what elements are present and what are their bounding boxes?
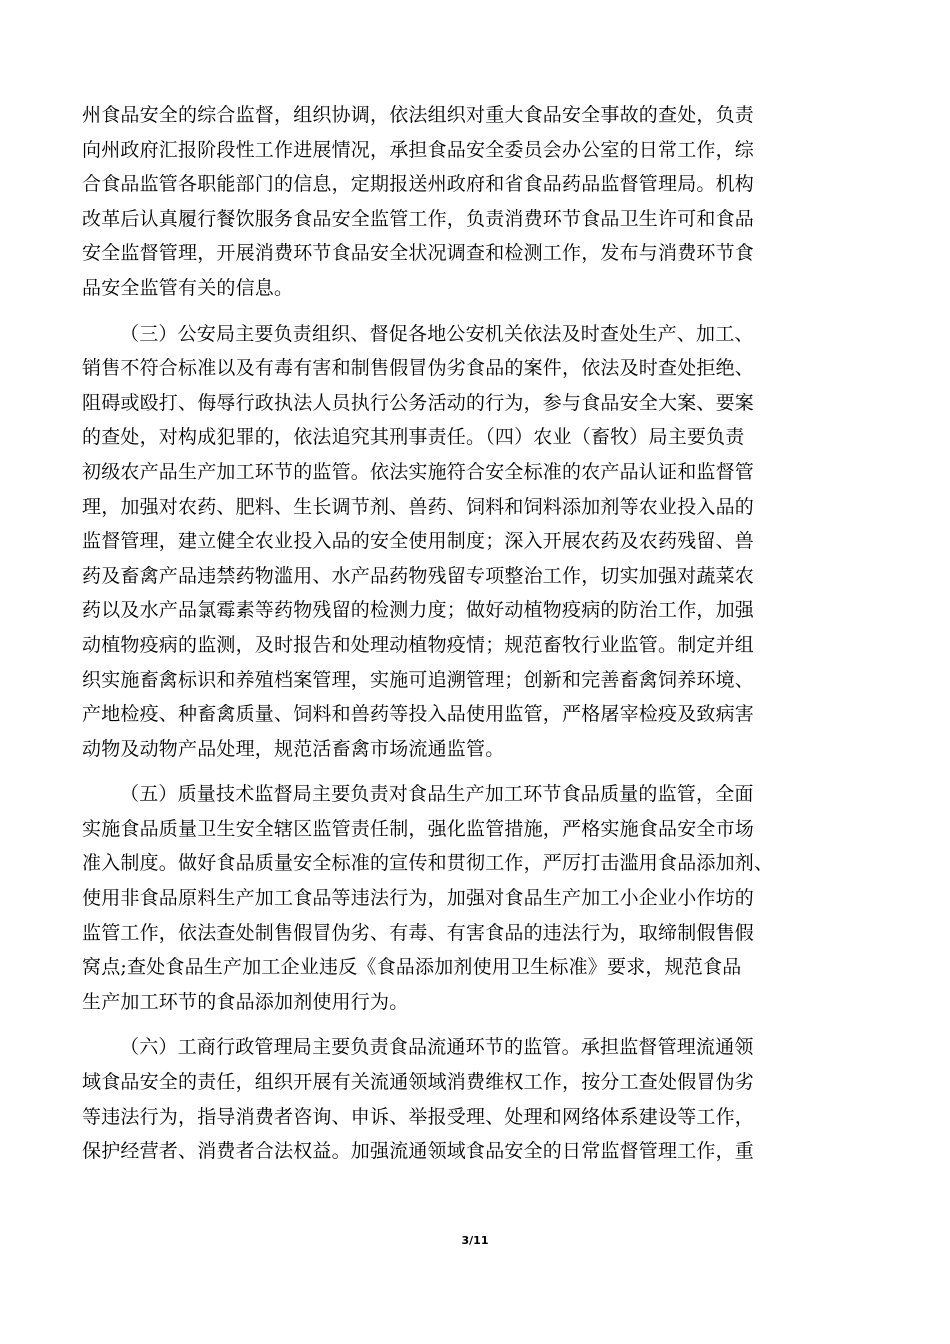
text-line: 合食品监管各职能部门的信息，定期报送州政府和省食品药品监督管理局。机构 xyxy=(82,173,755,196)
text-line: 药以及水产品氯霉素等药物残留的检测力度；做好动植物疫病的防治工作，加强 xyxy=(82,599,755,622)
text-line: 州食品安全的综合监督，组织协调，依法组织对重大食品安全事故的查处，负责 xyxy=(82,104,755,126)
text-line: 使用非食品原料生产加工食品等违法行为，加强对食品生产加工小企业小作坊的 xyxy=(82,887,755,910)
text-line: （三）公安局主要负责组织、督促各地公安机关依法及时查处生产、加工、 xyxy=(120,322,754,345)
text-line: 产地检疫、种畜禽质量、饲料和兽药等投入品使用监管，严格屠宰检疫及致病害 xyxy=(82,703,755,726)
text-line: 的查处，对构成犯罪的，依法追究其刑事责任。（四）农业（畜牧）局主要负责 xyxy=(82,426,745,449)
paragraph-industry-commerce xyxy=(82,1030,868,1168)
text-line: 实施食品质量卫生安全辖区监管责任制，强化监管措施，严格实施食品安全市场 xyxy=(82,817,755,840)
text-line: （六）工商行政管理局主要负责食品流通环节的监管。承担监督管理流通领 xyxy=(120,1036,754,1059)
text-line: 准入制度。做好食品质量安全标准的宣传和贯彻工作，严厉打击滥用食品添加剂、 xyxy=(82,852,774,875)
text-line: 织实施畜禽标识和养殖档案管理，实施可追溯管理；创新和完善畜禽饲养环境、 xyxy=(82,668,755,691)
text-line: 阻碍或殴打、侮辱行政执法人员执行公务活动的行为，参与食品安全大案、要案 xyxy=(82,391,755,414)
text-line: 动植物疫病的监测，及时报告和处理动植物疫情；规范畜牧行业监管。制定并组 xyxy=(82,633,755,656)
text-line: 向州政府汇报阶段性工作进展情况，承担食品安全委员会办公室的日常工作，综 xyxy=(82,138,755,161)
text-line: 监督管理，建立健全农业投入品的安全使用制度；深入开展农药及农药残留、兽 xyxy=(82,530,755,553)
text-line: 品安全监管有关的信息。 xyxy=(82,276,294,299)
text-line: 安全监督管理，开展消费环节食品安全状况调查和检测工作，发布与消费环节食 xyxy=(82,242,755,265)
text-line: 初级农产品生产加工环节的监管。依法实施符合安全标准的农产品认证和监督管 xyxy=(82,460,755,483)
text-line: 域食品安全的责任，组织开展有关流通领域消费维权工作，按分工查处假冒伪劣 xyxy=(82,1071,755,1094)
paragraph-quality-supervision xyxy=(82,777,868,1019)
page-number: 3/11 xyxy=(461,1234,489,1247)
paragraph-food-supervision-continued xyxy=(82,98,868,306)
paragraph-public-security-and-agriculture xyxy=(82,317,868,767)
text-line: 窝点;查处食品生产加工企业违反《食品添加剂使用卫生标准》要求，规范食品 xyxy=(82,956,742,979)
text-line: （五）质量技术监督局主要负责对食品生产加工环节食品质量的监管，全面 xyxy=(120,783,754,806)
document-body xyxy=(82,98,868,1169)
text-line: 等违法行为，指导消费者咨询、申诉、举报受理、处理和网络体系建设等工作， xyxy=(82,1105,755,1128)
text-line: 生产加工环节的食品添加剂使用行为。 xyxy=(82,990,409,1013)
text-line: 监管工作，依法查处制售假冒伪劣、有毒、有害食品的违法行为，取缔制假售假 xyxy=(82,921,755,944)
text-line: 动物及动物产品处理，规范活畜禽市场流通监管。 xyxy=(82,737,505,760)
text-line: 保护经营者、消费者合法权益。加强流通领域食品安全的日常监督管理工作，重 xyxy=(82,1140,755,1163)
text-line: 理，加强对农药、肥料、生长调节剂、兽药、饲料和饲料添加剂等农业投入品的 xyxy=(82,495,755,518)
text-line: 药及畜禽产品违禁药物滥用、水产品药物残留专项整治工作，切实加强对蔬菜农 xyxy=(82,564,755,587)
text-line: 改革后认真履行餐饮服务食品安全监管工作，负责消费环节食品卫生许可和食品 xyxy=(82,207,755,230)
text-line: 销售不符合标准以及有毒有害和制售假冒伪劣食品的案件，依法及时查处拒绝、 xyxy=(82,357,755,380)
